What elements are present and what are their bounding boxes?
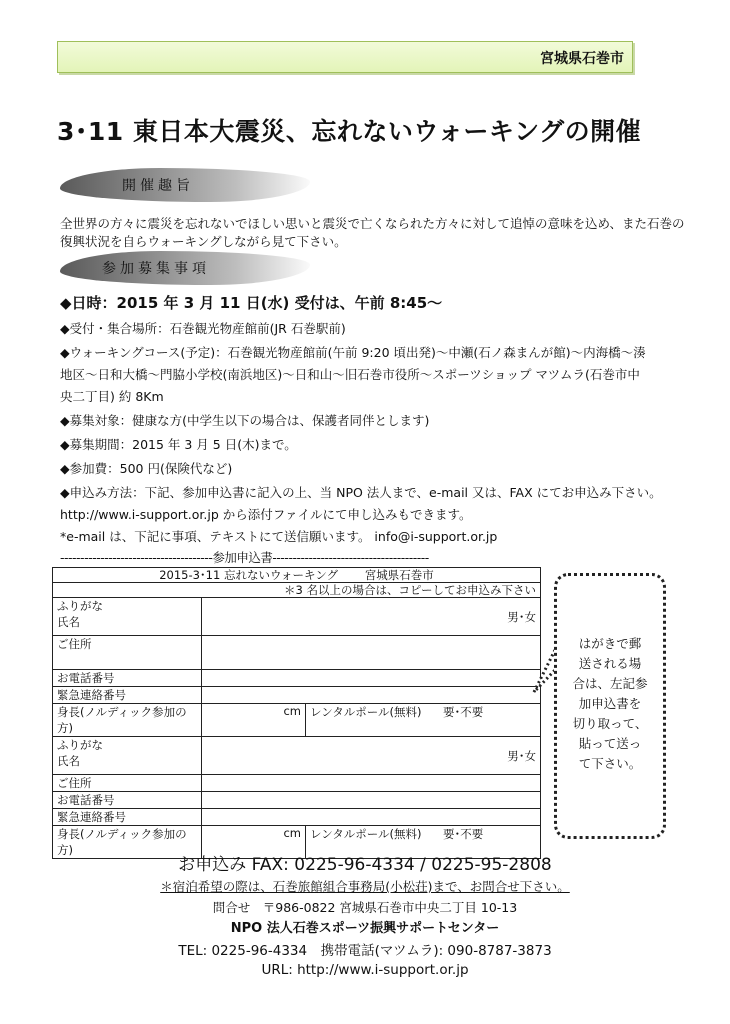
name-label-cell — [53, 598, 202, 636]
pole-label: レンタルポール(無料) — [306, 704, 440, 737]
height-field-1[interactable] — [202, 704, 306, 737]
detail-course-1: ◆ウォーキングコース(予定)：石巻観光物産館前(午前 9:20 頃出発)～中瀬(石ノ森まんが館)～内海橋～湊 — [60, 345, 646, 360]
page-title: 3･11 東日本大震災、忘れないウォーキングの開催 — [57, 117, 642, 146]
name-label: 氏名 — [57, 754, 80, 768]
detail-course-2: 地区～日和大橋～門脇小学校(南浜地区)～日和山～旧石巻市役所～スポーツショップ マツムラ(石巻市中 — [60, 367, 640, 382]
name-field-2[interactable] — [202, 737, 541, 775]
bubble-line: はがきで郵 — [578, 636, 642, 651]
application-form — [52, 567, 541, 859]
section-recruit-label: 参加募集事項 — [102, 261, 210, 277]
pole-need-option[interactable]: 要･不要 — [443, 705, 484, 719]
form-separator: --------------------------------------参加申込書--------------------------------------- — [60, 550, 429, 565]
name-label: 氏名 — [57, 615, 80, 629]
region-label: 宮城県石巻市 — [540, 51, 624, 67]
pole-need-option[interactable]: 要･不要 — [443, 827, 484, 841]
region-banner — [57, 41, 633, 73]
address-label: ご住所 — [53, 775, 202, 792]
event-datetime: ◆日時：2015 年 3 月 11 日(水) 受付は、午前 8:45～ — [60, 294, 443, 312]
purpose-line: 復興状況を自らウォーキングしながら見て下さい。 — [60, 234, 347, 249]
phone-field-2[interactable] — [202, 792, 541, 809]
section-recruit-banner — [60, 251, 310, 285]
bubble-line: 送される場 — [578, 656, 642, 671]
name-label-cell — [53, 737, 202, 775]
bubble-line: 切り取って、 — [572, 716, 648, 731]
height-label: 身長(ノルディック参加の方) — [53, 826, 202, 859]
bubble-line: 貼って送っ — [578, 736, 642, 751]
lodging-note: ＊宿泊希望の際は、石巻旅館組合事務局(小松荘)まで、お問合せ下さい。 — [160, 879, 570, 894]
furigana-label: ふりがな — [57, 738, 103, 752]
form-header-note: ＊3 名以上の場合は、コピーしてお申込み下さい — [53, 583, 541, 598]
bubble-line: て下さい。 — [578, 756, 642, 771]
address-field-1[interactable] — [202, 636, 541, 670]
address-field-2[interactable] — [202, 775, 541, 792]
tel-line: TEL: 0225-96-4334 携帯電話(マツムラ): 090-8787-3873 — [178, 943, 552, 959]
detail-fee: ◆参加費：500 円(保険代など) — [60, 461, 233, 476]
section-purpose-banner — [60, 168, 310, 202]
gender-option[interactable]: 男･女 — [507, 609, 536, 624]
detail-target: ◆募集対象：健康な方(中学生以下の場合は、保護者同伴とします) — [60, 413, 430, 428]
postcard-note-bubble — [554, 573, 666, 839]
emergency-field-1[interactable] — [202, 687, 541, 704]
purpose-line: 全世界の方々に震災を忘れないでほしい思いと震災で亡くなられた方々に対して追悼の意味を込め、また石巻の — [60, 216, 685, 231]
detail-period: ◆募集期間：2015 年 3 月 5 日(木)まで。 — [60, 437, 297, 452]
cm-unit: cm — [283, 704, 301, 718]
pole-label: レンタルポール(無料) — [306, 826, 440, 859]
address-label: ご住所 — [53, 636, 202, 670]
phone-label: お電話番号 — [53, 670, 202, 687]
emergency-field-2[interactable] — [202, 809, 541, 826]
name-field-1[interactable] — [202, 598, 541, 636]
cm-unit: cm — [283, 826, 301, 840]
emergency-label: 緊急連絡番号 — [53, 809, 202, 826]
fax-line: お申込み FAX: 0225-96-4334 / 0225-95-2808 — [178, 855, 552, 875]
bubble-line: 合は、左記参 — [572, 676, 648, 691]
organization-name: NPO 法人石巻スポーツ振興サポートセンター — [230, 921, 500, 936]
detail-method: ◆申込み方法：下記、参加申込書に記入の上、当 NPO 法人まで、e-mail 又は、FAX にてお申込み下さい。 — [60, 485, 662, 500]
bubble-line: 加申込書を — [578, 696, 642, 711]
furigana-label: ふりがな — [57, 599, 103, 613]
form-header-title: 2015-3･11 忘れないウォーキング 宮城県石巻市 — [53, 568, 541, 583]
detail-url: http://www.i-support.or.jp から添付ファイルにて申し込みもできます。 — [60, 507, 472, 522]
height-label: 身長(ノルディック参加の方) — [53, 704, 202, 737]
gender-option[interactable]: 男･女 — [507, 748, 536, 763]
phone-field-1[interactable] — [202, 670, 541, 687]
purpose-text — [60, 215, 685, 251]
phone-label: お電話番号 — [53, 792, 202, 809]
detail-course-3: 央二丁目) 約 8Km — [60, 389, 164, 404]
detail-email: *e-mail は、下記に事項、テキストにて送信願います。 info@i-support.or.jp — [60, 529, 498, 544]
detail-reception: ◆受付・集合場所：石巻観光物産館前(JR 石巻駅前) — [60, 321, 346, 336]
contact-address: 問合せ 〒986-0822 宮城県石巻市中央二丁目 10-13 — [212, 900, 518, 915]
pole-option-1[interactable] — [439, 704, 541, 737]
section-purpose-label: 開催趣旨 — [122, 178, 194, 194]
emergency-label: 緊急連絡番号 — [53, 687, 202, 704]
url-line[interactable]: URL: http://www.i-support.or.jp — [261, 962, 469, 978]
